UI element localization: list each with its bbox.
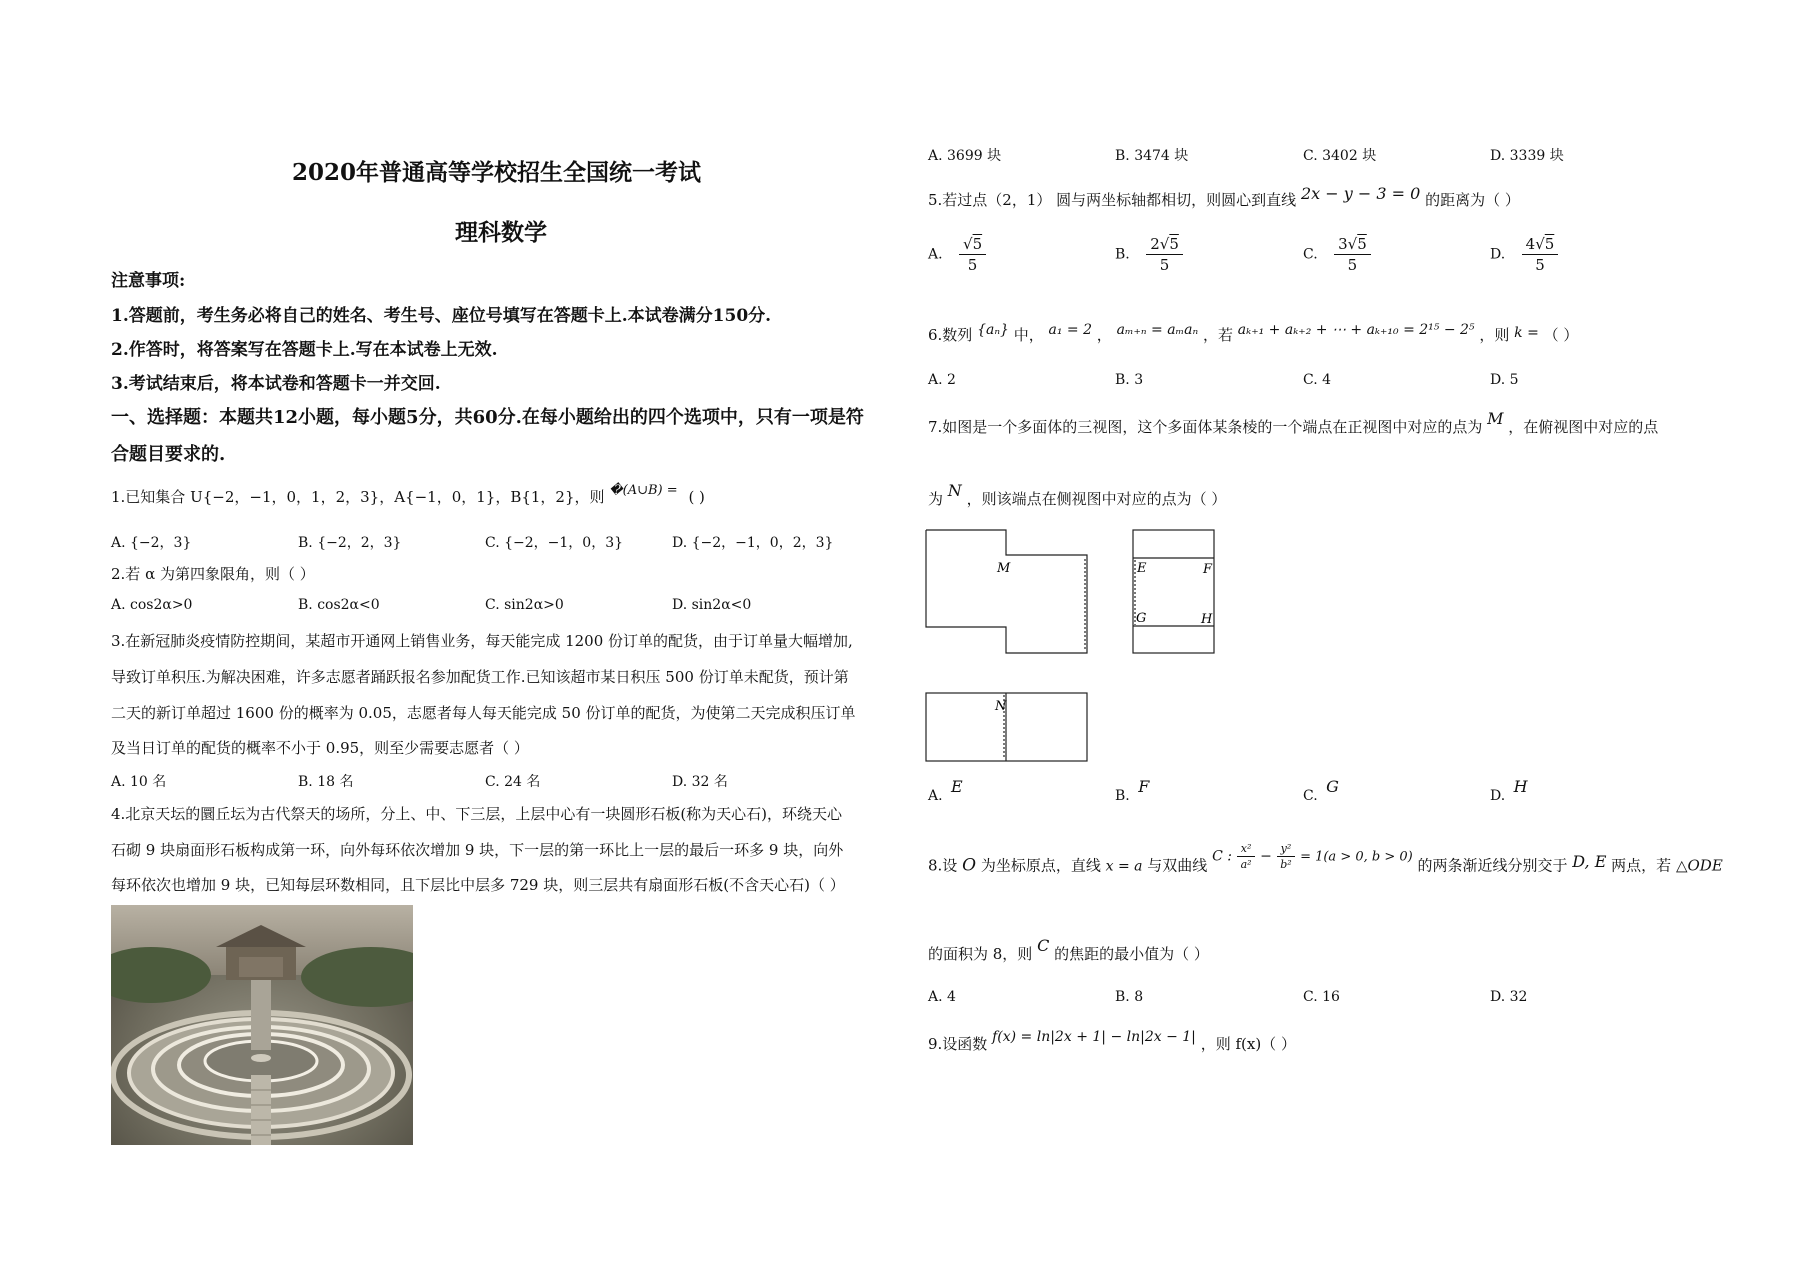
q8-part-3: 与双曲线: [1147, 856, 1208, 875]
side-view-label-h: H: [1201, 612, 1213, 627]
q4-option-c: C. 3402 块: [1303, 148, 1377, 164]
q8-points-de: D, E: [1572, 851, 1607, 871]
question-9: [928, 1029, 1296, 1054]
q1-option-c: C. {−2，−1，0，3}: [485, 535, 624, 551]
q8-origin: O: [962, 855, 977, 876]
q2-option-b: B. cos2α<0: [298, 597, 380, 613]
three-view-figure: [925, 525, 1225, 765]
question-4-line1: 4.北京天坛的圜丘坛为古代祭天的场所，分上、中、下三层，上层中心有一块圆形石板(称为天心石)，环绕天心: [111, 805, 843, 823]
question-4-line2: 石砌 9 块扇面形石板构成第一环，向外每环依次增加 9 块，下一层的第一环比上一层的最后一环多 9 块，向外: [111, 841, 844, 859]
q8-line2-text: 的面积为 8，则: [928, 945, 1033, 963]
q3-option-c: C. 24 名: [485, 774, 541, 790]
q8-option-a: A. 4: [928, 989, 956, 1005]
q8-triangle: △ODE: [1675, 856, 1723, 875]
q7-point-n: N: [947, 481, 962, 500]
q7-line2-text: 为: [928, 490, 944, 508]
question-3-line3: 二天的新订单超过 1600 份的概率为 0.05，志愿者每人每天能完成 50 份订单的配货，为使第二天完成积压订单: [111, 704, 856, 722]
q8-option-d: D. 32: [1490, 989, 1528, 1005]
question-8-line2: [928, 936, 1209, 964]
section-heading-line1: 一、选择题：本题共12小题，每小题5分，共60分.在每小题给出的四个选项中，只有一项是符: [111, 407, 864, 428]
question-3-line1: 3.在新冠肺炎疫情防控期间，某超市开通网上销售业务，每天能完成 1200 份订单的配货，由于订单量大幅增加,: [111, 632, 853, 650]
q5-option-c: [1303, 235, 1371, 274]
q1-option-a: A. {−2，3}: [111, 535, 192, 551]
section-heading-line2: 合题目要求的.: [111, 444, 226, 465]
q5-option-c-fraction: $\frac{3√5}{5}$: [1334, 235, 1371, 274]
q7-line2-tail: ，则该端点在侧视图中对应的点为（ ）: [966, 490, 1227, 508]
q6-part-5: ，则: [1479, 326, 1510, 344]
q4-option-a: A. 3699 块: [928, 148, 1002, 164]
q8-option-b: B. 8: [1115, 989, 1144, 1005]
question-3-line2: 导致订单积压.为解决困难，许多志愿者踊跃报名参加配货工作.已知该超市某日积压 500 份订单未配货，预计第: [111, 668, 849, 686]
q6-option-d: D. 5: [1490, 372, 1519, 388]
q8-curve-c: C: [1037, 936, 1050, 955]
q7-line1-tail: ，在俯视图中对应的点: [1508, 418, 1659, 436]
q8-part-4: 的两条渐近线分别交于: [1417, 856, 1568, 875]
question-1-tail: ( ): [688, 488, 705, 506]
q6-option-b: B. 3: [1115, 372, 1144, 388]
q7-option-d: D. H: [1490, 777, 1528, 804]
top-view: [926, 693, 1087, 761]
side-view-label-f: F: [1203, 562, 1213, 577]
q5-option-d-label: D.: [1490, 246, 1506, 263]
q1-option-d: D. {−2，−1，0，2，3}: [672, 535, 834, 551]
q9-formula: f(x) = ln|2x + 1| − ln|2x − 1|: [992, 1029, 1196, 1045]
q5-option-b: [1115, 235, 1183, 274]
q6-part-2: 中，: [1013, 326, 1044, 344]
exam-subtitle: 理科数学: [455, 219, 547, 246]
q8-part-5: 两点，若: [1611, 856, 1672, 875]
side-view-label-e: E: [1137, 561, 1147, 576]
q9-part-1: 9.设函数: [928, 1035, 988, 1053]
note-3: 3.考试结束后，将本试卷和答题卡一并交回.: [111, 374, 441, 394]
q6-part-4: ，若: [1202, 326, 1233, 344]
q7-line1-text: 7.如图是一个多面体的三视图，这个多面体某条棱的一个端点在正视图中对应的点为: [928, 418, 1483, 436]
q8-option-c: C. 16: [1303, 989, 1340, 1005]
question-5-text: 5.若过点（2，1） 圆与两坐标轴都相切，则圆心到直线: [928, 191, 1297, 209]
question-1: [111, 483, 705, 507]
q5-option-a-label: A.: [928, 246, 943, 263]
question-5: [928, 184, 1520, 210]
front-view-label-m: M: [997, 561, 1011, 576]
q6-part-1: 6.数列: [928, 326, 973, 344]
q9-part-2: ，则 f(x)（ ）: [1200, 1035, 1296, 1053]
q8-part-2: 为坐标原点，直线: [980, 856, 1101, 875]
notes-heading: 注意事项:: [111, 271, 186, 291]
q3-option-a: A. 10 名: [111, 774, 167, 790]
question-7-line2: [928, 481, 1227, 509]
top-view-label-n: N: [995, 699, 1007, 714]
q8-formula-line: x = a: [1105, 858, 1143, 875]
q2-option-d: D. sin2α<0: [672, 597, 752, 613]
q2-option-c: C. sin2α>0: [485, 597, 564, 613]
q8-part-1: 8.设: [928, 856, 958, 875]
q5-option-b-fraction: $\frac{2√5}{5}$: [1146, 235, 1183, 274]
q8-line2-tail: 的焦距的最小值为（ ）: [1054, 945, 1209, 963]
side-view-label-g: G: [1136, 611, 1147, 626]
q4-option-d: D. 3339 块: [1490, 148, 1564, 164]
q6-part-3: ，: [1096, 326, 1112, 344]
note-1: 1.答题前，考生务必将自己的姓名、考生号、座位号填写在答题卡上.本试卷满分150分.: [111, 306, 772, 326]
question-3-line4: 及当日订单的配货的概率不小于 0.95，则至少需要志愿者（ ）: [111, 739, 529, 757]
question-6: [928, 324, 1578, 345]
question-1-formula: �(A∪B) =: [609, 483, 678, 498]
q6-tail: （ ）: [1543, 326, 1579, 344]
q4-option-b: B. 3474 块: [1115, 148, 1189, 164]
q2-option-a: A. cos2α>0: [111, 597, 193, 613]
q8-formula-hyperbola: C : $\frac{\text{x²}}{\text{a²}}$ − $\frac{\text{y²}}{\text{b²}}$ = 1(a > 0, b > 0): [1212, 842, 1413, 871]
question-5-formula: 2x − y − 3 = 0: [1300, 184, 1421, 203]
q7-option-a: A. E: [928, 777, 963, 804]
exam-title: 2020年普通高等学校招生全国统一考试: [292, 159, 702, 186]
q5-option-b-label: B.: [1115, 246, 1130, 263]
q7-point-m: M: [1487, 409, 1504, 428]
question-4-line3: 每环依次也增加 9 块，已知每层环数相同，且下层比中层多 729 块，则三层共有扇面形石板(不含天心石)（ ）: [111, 876, 845, 894]
q6-formula-recurrence: aₘ₊ₙ = aₘaₙ: [1116, 322, 1199, 338]
side-view: [1133, 530, 1214, 653]
q5-option-a-fraction: $\frac{√5}{5}$: [959, 235, 986, 274]
q3-option-d: D. 32 名: [672, 774, 728, 790]
q6-option-c: C. 4: [1303, 372, 1332, 388]
front-view: [926, 530, 1087, 653]
q1-option-b: B. {−2，2，3}: [298, 535, 402, 551]
q6-formula-sum: aₖ₊₁ + aₖ₊₂ + ⋯ + aₖ₊₁₀ = 2¹⁵ − 2⁵: [1237, 322, 1475, 338]
q6-option-a: A. 2: [928, 372, 956, 388]
q7-option-b: B. F: [1115, 777, 1150, 804]
question-5-tail: 的距离为（ ）: [1425, 191, 1520, 209]
q6-formula-sequence: {aₙ}: [977, 322, 1009, 338]
question-1-text: 1.已知集合 U{−2，−1，0，1，2，3}，A{−1，0，1}，B{1，2}，则: [111, 488, 605, 506]
question-7-line1: [928, 409, 1659, 437]
q5-option-c-label: C.: [1303, 246, 1318, 263]
note-2: 2.作答时，将答案写在答题卡上.写在本试卷上无效.: [111, 340, 498, 360]
question-8-line1: [928, 842, 1723, 881]
q7-option-c: C. G: [1303, 777, 1339, 804]
q3-option-b: B. 18 名: [298, 774, 354, 790]
q5-option-a: [928, 235, 986, 274]
q5-option-d-fraction: $\frac{4√5}{5}$: [1522, 235, 1559, 274]
q5-option-d: [1490, 235, 1558, 274]
q6-formula-k: k =: [1514, 325, 1539, 341]
question-2: 2.若 α 为第四象限角，则（ ）: [111, 565, 315, 583]
q6-formula-a1: a₁ = 2: [1048, 322, 1093, 338]
temple-of-heaven-photo: [111, 905, 413, 1145]
